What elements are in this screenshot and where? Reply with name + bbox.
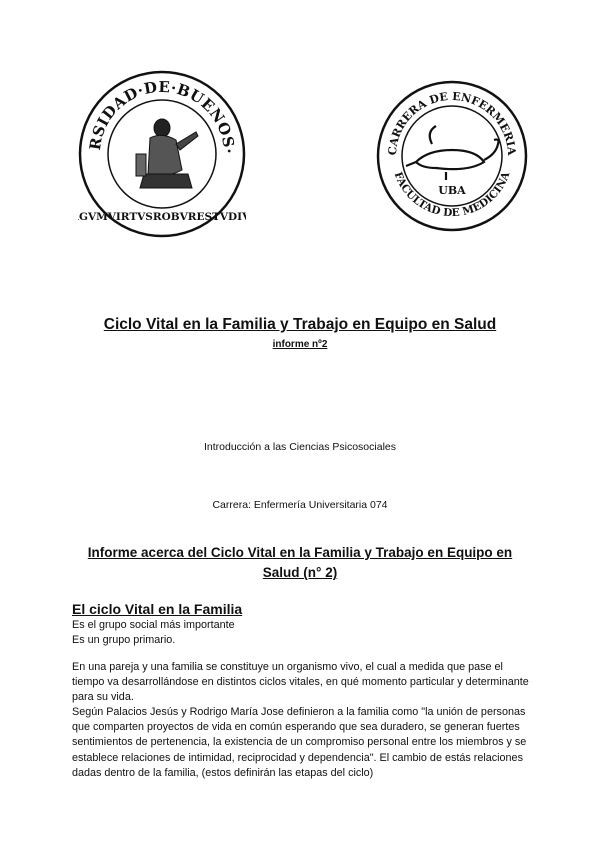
section-intro	[72, 618, 532, 648]
uba-seal	[78, 70, 246, 238]
career-name: Carrera: Enfermería Universitaria 074	[212, 499, 388, 511]
intro-line-2: Es un grupo primario.	[72, 634, 176, 647]
report-title-line-1: Informe acerca del Ciclo Vital en la Familia y Trabajo en Equipo en	[87, 545, 513, 560]
enfermeria-bottom-text: FACULTAD DE MEDICINA	[391, 170, 513, 220]
enfermeria-seal-graphic	[376, 80, 528, 232]
svg-text:UNIVERSIDAD·DE·BUENOS·AIRES: RSIDAD·DE·BUENOS·	[85, 77, 239, 155]
enfermeria-center-text: UBA	[438, 184, 466, 197]
page-title: Ciclo Vital en la Familia y Trabajo en Equipo en Salud	[103, 316, 497, 333]
report-title-line-2: Salud (n° 2)	[262, 565, 338, 580]
uba-seal-graphic	[78, 70, 246, 238]
enfermeria-seal	[376, 80, 528, 232]
intro-line-1: Es el grupo social más importante	[72, 619, 235, 631]
course-name: Introducción a las Ciencias Psicosociales	[203, 441, 396, 453]
uba-motto: GVMVIRTVSROBVRESTVDI	[79, 211, 243, 223]
paragraph-2: Según Palacios Jesús y Rodrigo María Jose definieron a la familia como "la unión de personas que comparten proyectos de vida en común esperando que sea duradero, se generan fuertes sentimientos de pertenencia, la existencia de un compromiso personal entre los miembros y se establece relaciones de intimidad, reciprocidad y dependencia". El cambio de estás relaciones dadas dentro de la familia, (estos definirán las etapas del ciclo)	[72, 706, 527, 779]
paragraph-1: En una pareja y una familia se constituye un organismo vivo, el cual a medida que pase el tiempo va desarrollándose en distintos ciclos vitales, en qué momento particular y determinante para su vida.	[72, 661, 529, 704]
section-heading: El ciclo Vital en la Familia	[72, 601, 243, 617]
report-number: informe nº2	[272, 339, 328, 350]
report-title	[70, 543, 530, 583]
enfermeria-top-text: CARRERA DE ENFERMERIA	[385, 89, 519, 156]
lamp-icon	[406, 126, 499, 180]
